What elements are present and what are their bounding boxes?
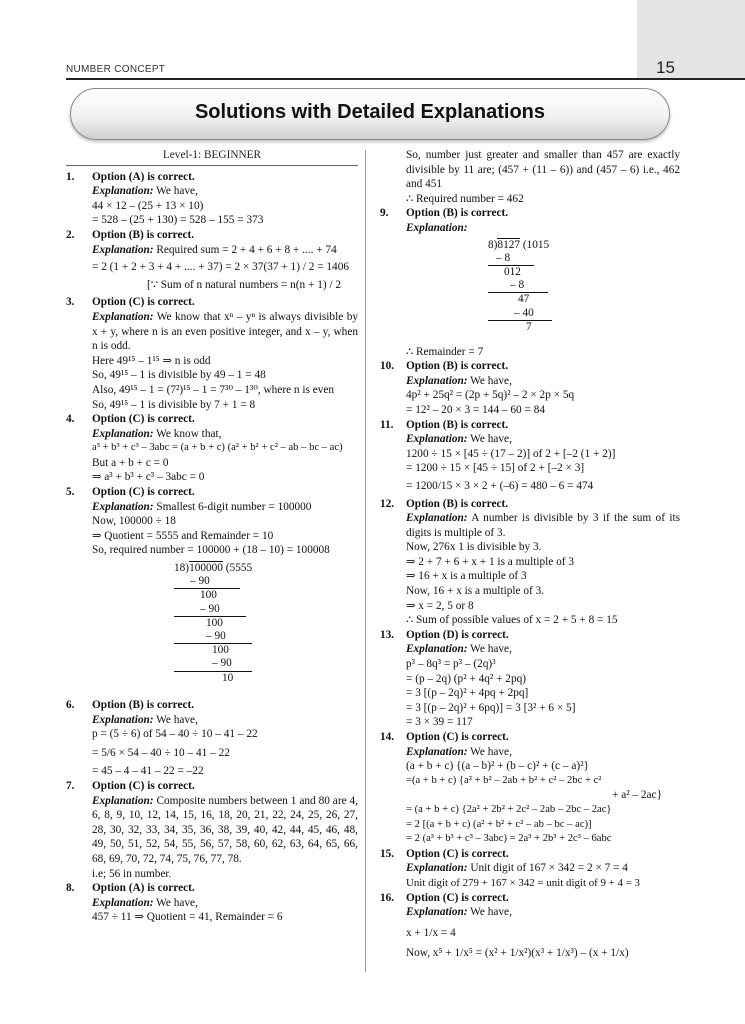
quotient: 5555	[229, 562, 253, 575]
math-line: So, 49¹⁵ – 1 is divisible by 49 – 1 = 48	[92, 369, 266, 382]
math-line: ∴ Remainder = 7	[406, 345, 484, 358]
page-title: Solutions with Detailed Explanations	[194, 101, 546, 123]
solution-16	[380, 891, 680, 961]
math-line: p = (5 ÷ 6) of 54 – 40 ÷ 10 – 41 – 22	[92, 728, 258, 741]
option-line: Option (D) is correct.	[406, 628, 509, 641]
math-line: Here 49¹⁵ – 1¹⁵ ⇒ n is odd	[92, 354, 211, 367]
math-line: = (p – 2q) (p² + 4q² + 2pq)	[406, 672, 527, 685]
divisor: 18	[174, 562, 186, 575]
math-line: = 3 × 39 = 117	[406, 716, 473, 729]
math-line: ⇒ 16 + x is a multiple of 3	[406, 570, 527, 583]
solution-4	[66, 412, 358, 485]
math-line: (a + b + c) {(a – b)² + (b – c)² + (c – a)²}	[406, 760, 589, 773]
explanation-line: Explanation: We have,	[406, 745, 512, 758]
section-header: NUMBER CONCEPT	[66, 64, 166, 75]
math-line: = 12² – 20 × 3 = 144 – 60 = 84	[406, 403, 546, 416]
math-line: 44 × 12 – (25 + 13 × 10)	[92, 199, 204, 212]
explanation-line: Explanation: We have,	[406, 433, 512, 446]
item-number: 7.	[66, 780, 75, 792]
explanation-line: Explanation: We have,	[92, 185, 198, 198]
solution-10	[380, 359, 680, 417]
explanation-line: Explanation: We have,	[92, 896, 198, 909]
math-line: x + 1/x = 4	[406, 926, 456, 939]
math-line: = 1200 ÷ 15 × [45 ÷ 15] of 2 + [–2 × 3]	[406, 462, 585, 475]
math-line: ∴ Sum of possible values of x = 2 + 5 + 8 = 15	[406, 614, 618, 627]
division-step: 7	[488, 320, 552, 334]
division-step: – 8	[496, 251, 511, 264]
explanation-label: Explanation:	[406, 643, 468, 656]
solution-14	[380, 730, 680, 847]
item-number: 13.	[380, 628, 395, 641]
dividend: 100000	[189, 562, 223, 575]
math-line: So, required number = 100000 + (18 – 10) = 100008	[92, 544, 330, 557]
solution-9	[380, 206, 680, 359]
explanation-label: Explanation:	[406, 221, 468, 234]
division-step: 012	[488, 265, 534, 279]
explanation-label: Explanation:	[406, 374, 468, 387]
explanation-line	[406, 221, 680, 236]
option-line: Option (B) is correct.	[406, 418, 509, 431]
math-line: ∴ Required number = 462	[406, 192, 524, 205]
title-banner	[70, 88, 670, 140]
math-line: = 528 – (25 + 130) = 528 – 155 = 373	[92, 214, 264, 227]
math-line: Now, 16 + x is a multiple of 3.	[406, 585, 545, 598]
right-column	[380, 148, 680, 961]
explanation-line: Explanation: We have,	[92, 713, 198, 726]
math-line: But a + b + c = 0	[92, 456, 169, 469]
item-number: 11.	[380, 418, 394, 431]
option-line: Option (B) is correct.	[406, 497, 509, 510]
left-column	[66, 148, 358, 925]
explanation-line: Explanation: We have,	[406, 643, 512, 656]
math-line: =(a + b + c) {a² + b² – 2ab + b² + c² – 2bc + c²	[406, 774, 602, 786]
division-step: 47	[488, 292, 548, 306]
math-line: = 5/6 × 54 – 40 ÷ 10 – 41 – 22	[92, 746, 230, 759]
math-line: = 3 [(p – 2q)² + 6pq)] = 3 [3² + 6 × 5]	[406, 701, 576, 714]
math-line: = (a + b + c) {2a² + 2b² + 2c² – 2ab – 2bc – 2ac}	[406, 803, 612, 815]
solution-15	[380, 847, 680, 891]
math-line: 4p² + 25q² = (2p + 5q)² – 2 × 2p × 5q	[406, 389, 575, 402]
explanation-label: Explanation:	[406, 512, 468, 525]
solution-3	[66, 295, 358, 412]
explanation-label: Explanation:	[92, 713, 154, 726]
division-step: 100	[174, 616, 246, 630]
option-line: Option (B) is correct.	[406, 360, 509, 373]
item-number: 14.	[380, 731, 395, 743]
math-line: ⇒ 2 + 7 + 6 + x + 1 is a multiple of 3	[406, 555, 574, 568]
explanation-label: Explanation:	[92, 185, 154, 198]
math-line: Also, 49¹⁵ – 1 = (7²)¹⁵ – 1 = 7³⁰ – 1³⁰, where n is even	[92, 383, 335, 396]
explanation-label: Explanation:	[406, 745, 468, 758]
solution-2	[66, 228, 358, 292]
divisor: 8	[488, 238, 494, 251]
long-division-9: 8)8127 (1015 – 8 012 – 8 47 – 40 7	[488, 239, 680, 345]
column-divider	[365, 150, 366, 972]
option-line: Option (A) is correct.	[92, 882, 195, 895]
long-division-5: 18)100000 (5555 – 90 100 – 90 100 – 90 100 – 90 10	[174, 562, 358, 698]
math-line: Now, 276x 1 is divisible by 3.	[406, 541, 542, 554]
option-line: Option (A) is correct.	[92, 170, 195, 183]
item-number: 3.	[66, 296, 75, 309]
option-line: Option (C) is correct.	[406, 891, 509, 904]
explanation-line: Explanation: We know that,	[92, 427, 222, 440]
option-line: Option (C) is correct.	[92, 780, 195, 792]
math-line: 1200 ÷ 15 × [45 ÷ (17 – 2)] of 2 + [–2 (1 + 2)]	[406, 447, 616, 460]
math-line: i.e; 56 in number.	[92, 867, 172, 880]
item-number: 8.	[66, 882, 75, 895]
page-number: 15	[656, 58, 675, 77]
solution-11	[380, 418, 680, 494]
division-step: 100	[174, 643, 252, 657]
header-rule	[66, 78, 745, 80]
quotient: 1015	[526, 238, 550, 251]
division-step: 10	[174, 671, 252, 685]
math-line: = 2 (a³ + b³ + c³ – 3abc) = 2a³ + 2b³ + 2c³ – 6abc	[406, 833, 612, 845]
corner-tab	[637, 0, 745, 78]
math-line: = 45 – 4 – 41 – 22 = –22	[92, 765, 204, 778]
division-step: 100	[174, 588, 240, 602]
solution-6	[66, 698, 358, 779]
item-number: 9.	[380, 207, 389, 220]
option-line: Option (C) is correct.	[406, 731, 509, 743]
explanation-label: Explanation:	[92, 500, 154, 513]
solution-8	[66, 881, 358, 925]
explanation-label: Explanation:	[406, 862, 468, 875]
explanation-label: Explanation:	[92, 896, 154, 909]
item-number: 4.	[66, 413, 75, 426]
continuation-8	[380, 148, 680, 206]
math-line: 457 ÷ 11 ⇒ Quotient = 41, Remainder = 6	[92, 911, 283, 924]
explanation-label: Explanation:	[92, 427, 154, 440]
math-line: ⇒ Quotient = 5555 and Remainder = 10	[92, 529, 274, 542]
option-line: Option (B) is correct.	[92, 699, 195, 712]
solution-1	[66, 170, 358, 228]
math-line: = 1200/15 × 3 × 2 + (–6) = 480 – 6 = 474	[406, 479, 594, 492]
item-number: 12.	[380, 497, 395, 510]
dividend: 8127	[497, 238, 521, 251]
level-heading: Level-1: BEGINNER	[66, 148, 358, 166]
math-line: So, number just greater and smaller than 457 are exactly divisible by 11 are; (457 + (11 – 6)) and (457 – 6) i.e., 462 and 451	[406, 149, 680, 191]
option-line: Option (C) is correct.	[92, 486, 195, 499]
item-number: 15.	[380, 847, 395, 860]
solution-7	[66, 779, 358, 881]
math-line: + a² – 2ac}	[612, 789, 662, 802]
option-line: Option (C) is correct.	[92, 296, 195, 309]
math-line: = 2 [(a + b + c) (a² + b² + c² – ab – bc – ac)]	[406, 818, 592, 830]
division-step: – 40	[514, 306, 534, 319]
math-line: Now, 100000 ÷ 18	[92, 515, 176, 528]
math-line: Unit digit of 279 + 167 × 342 = unit digit of 9 + 4 = 3	[406, 876, 640, 889]
math-line: a³ + b³ + c³ – 3abc = (a + b + c) (a² + b² + c² – ab – bc – ac)	[92, 442, 343, 454]
explanation-line: Explanation: We know that xⁿ – yⁿ is always divisible by x + y, where n is an even positive integer, and x – y, when n is odd.	[92, 310, 358, 353]
item-number: 10.	[380, 360, 395, 373]
explanation-line: Explanation: Composite numbers between 1 and 80 are 4, 6, 8, 9, 10, 12, 14, 15, 16, 18, 20, 21, 22, 24, 25, 26, 27, 28, 30, 32, 33, 34, 35, 36, 38, 39, 40, 42, 44, 45, 46, 48, 49, 50, 51, 52, 54, 55, 56, 57, 58, 60, 62, 63, 64, 65, 66, 68, 69, 70, 72, 74, 75, 76, 77, 78.	[92, 794, 358, 865]
option-line: Option (C) is correct.	[92, 413, 195, 426]
math-line: So, 49¹⁵ – 1 is divisible by 7 + 1 = 8	[92, 398, 256, 411]
division-step: – 90	[206, 630, 226, 643]
explanation-line: Explanation: A number is divisible by 3 if the sum of its digits is multiple of 3.	[406, 512, 680, 539]
explanation-label: Explanation:	[406, 433, 468, 446]
solution-12	[380, 497, 680, 628]
solution-5	[66, 485, 358, 698]
math-line: p³ – 8q³ = p³ – (2q)³	[406, 658, 496, 671]
explanation-label: Explanation:	[92, 794, 154, 807]
explanation-line: Explanation: Smallest 6-digit number = 100000	[92, 500, 312, 513]
math-line: ⇒ a³ + b³ + c³ – 3abc = 0	[92, 471, 205, 484]
explanation-label: Explanation:	[92, 310, 154, 323]
explanation-line: Explanation: Required sum = 2 + 4 + 6 + 8 + .... + 74	[92, 243, 337, 256]
division-step: – 8	[510, 279, 525, 292]
explanation-label: Explanation:	[92, 243, 154, 256]
math-line: Now, x⁵ + 1/x⁵ = (x² + 1/x²)(x³ + 1/x³) – (x + 1/x)	[406, 947, 629, 960]
division-step: – 90	[200, 602, 220, 615]
item-number: 5.	[66, 486, 75, 499]
math-line: [∵ Sum of n natural numbers = n(n + 1) / 2	[147, 278, 342, 291]
solution-13	[380, 628, 680, 730]
math-line: ⇒ x = 2, 5 or 8	[406, 599, 474, 612]
explanation-label: Explanation:	[406, 906, 468, 919]
item-number: 2.	[66, 228, 75, 241]
option-line: Option (B) is correct.	[92, 228, 195, 241]
explanation-line: Explanation: We have,	[406, 374, 512, 387]
item-number: 16.	[380, 891, 395, 904]
math-line: = 3 [(p – 2q)² + 4pq + 2pq]	[406, 687, 529, 700]
math-line: = 2 (1 + 2 + 3 + 4 + .... + 37) = 2 × 37(37 + 1) / 2 = 1406	[92, 261, 349, 274]
option-line: Option (C) is correct.	[406, 847, 509, 860]
division-step: – 90	[212, 657, 232, 670]
division-step: – 90	[190, 575, 210, 588]
explanation-line: Explanation: We have,	[406, 906, 512, 919]
item-number: 6.	[66, 699, 75, 712]
item-number: 1.	[66, 170, 75, 183]
explanation-line: Explanation: Unit digit of 167 × 342 = 2 × 7 = 4	[406, 862, 628, 875]
option-line: Option (B) is correct.	[406, 207, 509, 220]
